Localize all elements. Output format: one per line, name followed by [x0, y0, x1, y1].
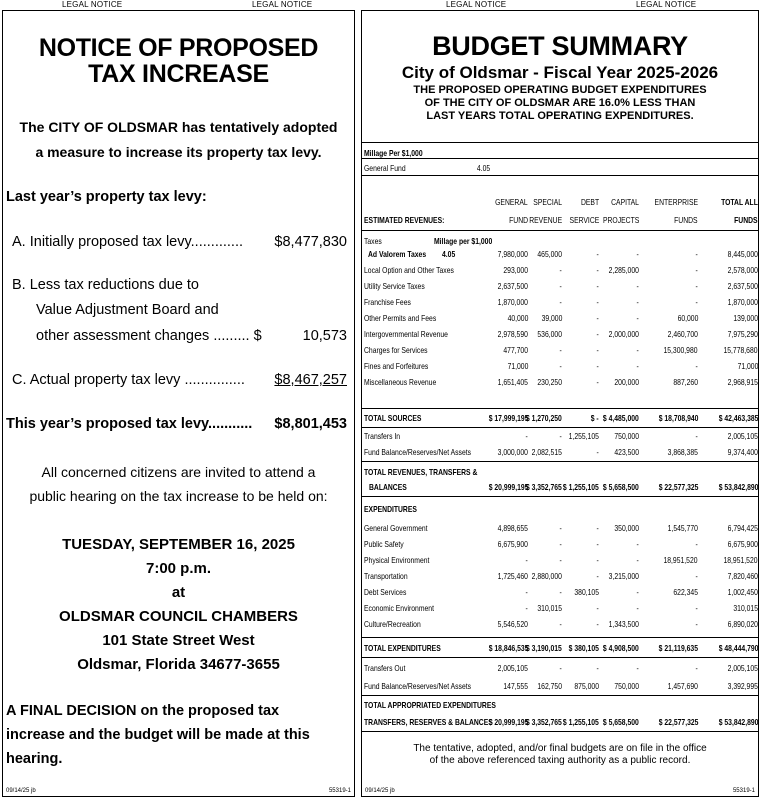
expenditure-row-label: Debt Services: [364, 587, 407, 597]
revenue-row-col-1: 1,651,405: [497, 377, 528, 387]
table-rule: [362, 695, 758, 696]
hearing-date: TUESDAY, SEPTEMBER 16, 2025: [62, 536, 295, 553]
revenue-row-label: Ad Valorem Taxes: [368, 249, 427, 259]
expenditure-row-col-2: -: [559, 523, 562, 533]
total-expenditures-col-4: $ 4,908,500: [603, 643, 639, 653]
budget-title: BUDGET SUMMARY: [432, 31, 688, 61]
expenditure-row-col-4: 3,215,000: [608, 571, 639, 581]
expenditure-row-col-5: 622,345: [673, 587, 698, 597]
fund-balance-out-col-3: 875,000: [574, 681, 599, 691]
total-expenditures-col-3: $ 380,105: [568, 643, 599, 653]
transfers-in-col-2: -: [559, 431, 562, 441]
budget-footer-note-line2: of the above referenced taxing authority as a public record.: [429, 755, 691, 766]
estimated-revenues-label: ESTIMATED REVENUES:: [364, 215, 445, 225]
expenditure-row-col-6: 6,794,425: [727, 523, 758, 533]
expenditure-row-col-6: 6,890,020: [727, 619, 758, 629]
table-rule: [362, 175, 758, 176]
expenditure-row-col-5: -: [695, 619, 698, 629]
legal-notice-label: LEGAL NOTICE: [252, 0, 313, 9]
revenue-row-label: Other Permits and Fees: [364, 313, 437, 323]
transfers-out-col-6: 2,005,105: [727, 663, 758, 673]
expenditure-row-col-1: 4,898,655: [497, 523, 528, 533]
revenue-row-col-4: -: [636, 361, 639, 371]
revenue-row-col-5: -: [695, 281, 698, 291]
expenditure-row-col-1: -: [525, 587, 528, 597]
revenue-row-col-2: 230,250: [537, 377, 562, 387]
column-header-bottom: REVENUE: [529, 215, 562, 225]
expenditure-row-col-2: -: [559, 619, 562, 629]
revenue-row-col-1: 2,637,500: [497, 281, 528, 291]
expenditure-row-col-6: 7,820,460: [727, 571, 758, 581]
expenditure-row-col-2: 310,015: [537, 603, 562, 613]
revenue-row-col-6: 2,578,000: [727, 265, 758, 275]
expenditure-row-col-1: 5,546,520: [497, 619, 528, 629]
total-appropriated-col-4: $ 5,658,500: [603, 717, 639, 727]
revenue-row-col-1: 293,000: [503, 265, 528, 275]
expenditure-row-col-3: -: [596, 539, 599, 549]
revenue-row-col-6: 2,637,500: [727, 281, 758, 291]
revenue-row-col-1: 477,700: [503, 345, 528, 355]
revenue-row-col-2: -: [559, 281, 562, 291]
revenue-row-col-3: -: [596, 281, 599, 291]
column-header-top: TOTAL ALL: [721, 197, 758, 207]
table-rule: [362, 637, 758, 638]
expenditure-row-col-4: -: [636, 539, 639, 549]
invite-line2: public hearing on the tax increase to be held on:: [29, 488, 328, 504]
expenditure-row-label: Physical Environment: [364, 555, 430, 565]
transfers-in-col-4: 750,000: [614, 431, 639, 441]
revenue-row-col-2: -: [559, 297, 562, 307]
hearing-at: at: [171, 584, 186, 601]
column-header-top: ENTERPRISE: [654, 197, 698, 207]
fund-balance-in-col-4: 423,500: [614, 447, 639, 457]
hearing-place: OLDSMAR COUNCIL CHAMBERS: [59, 608, 298, 625]
revenue-row-col-1: 71,000: [507, 361, 528, 371]
total-appropriated-col-5: $ 22,577,325: [658, 717, 698, 727]
total-revenues-col-6: $ 53,842,890: [718, 482, 758, 492]
expenditure-row-col-5: 1,545,770: [667, 523, 698, 533]
transfers-out-col-5: -: [695, 663, 698, 673]
total-expenditures-col-1: $ 18,846,535: [488, 643, 528, 653]
expenditure-row-col-2: -: [559, 555, 562, 565]
revenue-row-col-5: -: [695, 249, 698, 259]
revenue-row-col-3: -: [596, 345, 599, 355]
legal-notice-label: LEGAL NOTICE: [62, 0, 123, 9]
right-footer-date: 09/14/25 jb: [365, 788, 395, 794]
tax-increase-notice: [2, 10, 355, 797]
expenditure-row-col-3: -: [596, 555, 599, 565]
transfers-out-col-2: -: [559, 663, 562, 673]
total-appropriated-label-line1: TOTAL APPROPRIATED EXPENDITURES: [364, 700, 496, 710]
expenditure-row-col-1: -: [525, 555, 528, 565]
revenue-row-col-4: -: [636, 297, 639, 307]
budget-subtitle: City of Oldsmar - Fiscal Year 2025-2026: [401, 63, 719, 82]
column-header-top: GENERAL: [495, 197, 528, 207]
invite-line1: All concerned citizens are invited to attend a: [41, 464, 316, 480]
fund-balance-in-col-1: 3,000,000: [497, 447, 528, 457]
item-b-value: 10,573: [302, 328, 347, 344]
fund-balance-out-col-6: 3,392,995: [727, 681, 758, 691]
expenditure-row-col-2: 2,880,000: [531, 571, 562, 581]
revenue-row-col-4: -: [636, 345, 639, 355]
table-rule: [362, 496, 758, 497]
fund-balance-in-col-5: 3,868,385: [667, 447, 698, 457]
column-header-bottom: FUNDS: [674, 215, 698, 225]
revenue-row-col-3: -: [596, 265, 599, 275]
revenue-row-col-6: 7,975,290: [727, 329, 758, 339]
budget-footer-note-line1: The tentative, adopted, and/or final budgets are on file in the office: [413, 743, 707, 754]
transfers-out-col-4: -: [636, 663, 639, 673]
notice-title-line2: TAX INCREASE: [88, 60, 269, 88]
transfers-out-col-1: 2,005,105: [497, 663, 528, 673]
item-a-value: $8,477,830: [274, 234, 347, 250]
total-sources-label: TOTAL SOURCES: [364, 413, 422, 423]
expenditure-row-col-5: -: [695, 539, 698, 549]
hearing-time: 7:00 p.m.: [145, 560, 212, 577]
expenditure-row-col-4: -: [636, 587, 639, 597]
revenue-row-col-2: -: [559, 265, 562, 275]
column-header-bottom: SERVICE: [569, 215, 599, 225]
expenditure-row-col-6: 1,002,450: [727, 587, 758, 597]
revenue-row-col-1: 40,000: [507, 313, 528, 323]
revenue-row-col-1: 2,978,590: [497, 329, 528, 339]
item-a-label: A. Initially proposed tax levy.............: [12, 234, 244, 250]
table-rule: [362, 230, 758, 231]
expenditure-row-col-3: -: [596, 603, 599, 613]
left-footer-id: 55319-1: [328, 788, 351, 794]
revenue-row-label: Miscellaneous Revenue: [364, 377, 437, 387]
millage-per-label: Millage per $1,000: [434, 236, 493, 246]
total-sources-col-2: $ 1,270,250: [526, 413, 562, 423]
expenditure-row-label: Public Safety: [364, 539, 404, 549]
expenditure-row-col-3: -: [596, 571, 599, 581]
item-c-value: $8,467,257: [274, 372, 347, 388]
revenue-row-col-5: -: [695, 361, 698, 371]
total-revenues-label-line2: BALANCES: [369, 482, 407, 492]
total-appropriated-label-line2: TRANSFERS, RESERVES & BALANCES: [364, 717, 493, 727]
notice-title-line1: NOTICE OF PROPOSED: [38, 34, 319, 62]
divider: [362, 142, 758, 143]
expenditure-row-col-5: -: [695, 603, 698, 613]
fund-balance-in-col-2: 2,082,515: [531, 447, 562, 457]
table-rule: [362, 461, 758, 462]
total-revenues-col-4: $ 5,658,500: [603, 482, 639, 492]
expenditure-row-col-3: -: [596, 619, 599, 629]
expenditure-row-label: Economic Environment: [364, 603, 434, 613]
revenue-row-col-3: -: [596, 361, 599, 371]
revenue-row-col-2: 39,000: [541, 313, 562, 323]
transfers-in-label: Transfers In: [364, 431, 401, 441]
total-revenues-label-line1: TOTAL REVENUES, TRANSFERS &: [364, 467, 478, 477]
table-rule: [362, 408, 758, 409]
taxes-label: Taxes: [364, 236, 382, 246]
transfers-in-col-6: 2,005,105: [727, 431, 758, 441]
revenue-row-col-2: -: [559, 361, 562, 371]
total-expenditures-col-5: $ 21,119,635: [658, 643, 698, 653]
total-revenues-col-3: $ 1,255,105: [563, 482, 599, 492]
millage-general-fund-label: General Fund: [364, 163, 406, 173]
revenue-row-col-4: -: [636, 249, 639, 259]
fund-balance-in-label: Fund Balance/Reserves/Net Assets: [364, 447, 472, 457]
fund-balance-in-col-3: -: [596, 447, 599, 457]
legal-notice-label: LEGAL NOTICE: [636, 0, 697, 9]
final-decision-line3: hearing.: [6, 751, 63, 767]
transfers-in-col-1: -: [525, 431, 528, 441]
item-c-label: C. Actual property tax levy ...............: [12, 372, 245, 388]
hearing-street: 101 State Street West: [102, 632, 255, 649]
revenue-row-col-2: -: [559, 345, 562, 355]
total-expenditures-col-6: $ 48,444,790: [718, 643, 758, 653]
revenue-row-col-4: -: [636, 313, 639, 323]
revenue-row-col-3: -: [596, 377, 599, 387]
revenue-row-label: Intergovernmental Revenue: [364, 329, 448, 339]
expenditure-row-label: Culture/Recreation: [364, 619, 421, 629]
revenue-row-col-6: 2,968,915: [727, 377, 758, 387]
revenue-row-label: Local Option and Other Taxes: [364, 265, 454, 275]
fund-balance-in-col-6: 9,374,400: [727, 447, 758, 457]
fund-balance-out-label: Fund Balance/Reserves/Net Assets: [364, 681, 472, 691]
fund-balance-out-col-1: 147,555: [503, 681, 528, 691]
total-appropriated-col-6: $ 53,842,890: [718, 717, 758, 727]
expenditure-row-col-4: 350,000: [614, 523, 639, 533]
total-revenues-col-1: $ 20,999,195: [488, 482, 528, 492]
expenditure-row-label: Transportation: [364, 571, 408, 581]
revenue-row-col-5: -: [695, 297, 698, 307]
column-header-top: SPECIAL: [533, 197, 562, 207]
table-rule: [362, 427, 758, 428]
table-rule: [362, 731, 758, 732]
total-sources-col-6: $ 42,463,385: [718, 413, 758, 423]
expenditure-row-col-4: -: [636, 603, 639, 613]
budget-note-line1: THE PROPOSED OPERATING BUDGET EXPENDITURES: [413, 84, 707, 96]
total-sources-col-3: $ -: [591, 413, 599, 423]
revenue-row-col-6: 8,445,000: [727, 249, 758, 259]
revenue-row-col-4: 200,000: [614, 377, 639, 387]
column-header-top: CAPITAL: [611, 197, 639, 207]
revenue-row-millage: 4.05: [442, 249, 456, 259]
total-sources-col-5: $ 18,708,940: [658, 413, 698, 423]
final-decision-line2: increase and the budget will be made at this: [6, 727, 310, 743]
expenditure-row-col-4: 1,343,500: [608, 619, 639, 629]
revenue-row-col-3: -: [596, 297, 599, 307]
expenditure-row-col-6: 6,675,900: [727, 539, 758, 549]
expenditure-row-label: General Government: [364, 523, 428, 533]
column-header-bottom: PROJECTS: [602, 215, 639, 225]
revenue-row-col-5: 887,260: [673, 377, 698, 387]
adopted-text-line2: a measure to increase its property tax levy.: [35, 144, 322, 160]
total-expenditures-label: TOTAL EXPENDITURES: [364, 643, 441, 653]
transfers-out-label: Transfers Out: [364, 663, 406, 673]
revenue-row-col-6: 1,870,000: [727, 297, 758, 307]
table-rule: [362, 657, 758, 658]
revenue-row-col-6: 71,000: [737, 361, 758, 371]
total-revenues-col-5: $ 22,577,325: [658, 482, 698, 492]
left-footer-date: 09/14/25 jb: [6, 788, 36, 794]
column-header-top: DEBT: [580, 197, 599, 207]
total-sources-col-1: $ 17,999,195: [488, 413, 528, 423]
total-sources-col-4: $ 4,485,000: [603, 413, 639, 423]
this-year-value: $8,801,453: [274, 416, 347, 432]
transfers-in-col-3: 1,255,105: [568, 431, 599, 441]
revenue-row-col-4: 2,000,000: [608, 329, 639, 339]
revenue-row-col-2: 465,000: [537, 249, 562, 259]
revenue-row-label: Franchise Fees: [364, 297, 411, 307]
expenditure-row-col-5: 18,951,520: [663, 555, 698, 565]
expenditure-row-col-3: -: [596, 523, 599, 533]
revenue-row-col-4: -: [636, 281, 639, 291]
expenditure-row-col-5: -: [695, 571, 698, 581]
hearing-city: Oldsmar, Florida 34677-3655: [77, 656, 280, 673]
budget-summary: [361, 10, 759, 797]
revenue-row-col-5: 60,000: [677, 313, 698, 323]
revenue-row-col-3: -: [596, 249, 599, 259]
column-header-bottom: FUND: [509, 215, 528, 225]
item-b-line3-label: other assessment changes ......... $: [36, 328, 262, 344]
total-appropriated-col-1: $ 20,999,195: [488, 717, 528, 727]
revenue-row-col-1: 1,870,000: [497, 297, 528, 307]
revenue-row-label: Fines and Forfeitures: [364, 361, 429, 371]
table-rule: [362, 158, 758, 159]
expenditure-row-col-4: -: [636, 555, 639, 565]
revenue-row-col-6: 15,778,680: [723, 345, 758, 355]
item-b-line1: B. Less tax reductions due to: [12, 277, 199, 293]
millage-heading: Millage Per $1,000: [364, 148, 423, 158]
transfers-in-col-5: -: [695, 431, 698, 441]
revenue-row-col-3: -: [596, 329, 599, 339]
revenue-row-col-5: -: [695, 265, 698, 275]
expenditure-row-col-3: 380,105: [574, 587, 599, 597]
right-footer-id: 55319-1: [732, 788, 755, 794]
item-b-line2: Value Adjustment Board and: [36, 302, 219, 318]
expenditure-row-col-2: -: [559, 539, 562, 549]
revenue-row-col-3: -: [596, 313, 599, 323]
column-header-bottom: FUNDS: [734, 215, 758, 225]
fund-balance-out-col-4: 750,000: [614, 681, 639, 691]
this-year-label: This year’s proposed tax levy...........: [6, 416, 253, 432]
adopted-text-line1: The CITY OF OLDSMAR has tentatively adopted: [19, 119, 338, 135]
revenue-row-col-5: 15,300,980: [663, 345, 698, 355]
millage-general-fund-value: 4.05: [476, 163, 490, 173]
fund-balance-out-col-5: 1,457,690: [667, 681, 698, 691]
total-expenditures-col-2: $ 3,190,015: [526, 643, 562, 653]
expenditure-row-col-1: 1,725,460: [497, 571, 528, 581]
expenditure-row-col-6: 310,015: [733, 603, 758, 613]
revenue-row-label: Charges for Services: [364, 345, 428, 355]
final-decision-line1: A FINAL DECISION on the proposed tax: [6, 703, 280, 719]
legal-notice-label: LEGAL NOTICE: [446, 0, 507, 9]
revenue-row-col-1: 7,980,000: [497, 249, 528, 259]
revenue-row-label: Utility Service Taxes: [364, 281, 425, 291]
total-appropriated-col-3: $ 1,255,105: [563, 717, 599, 727]
revenue-row-col-4: 2,285,000: [608, 265, 639, 275]
last-year-heading: Last year’s property tax levy:: [6, 189, 207, 205]
budget-note-line2: OF THE CITY OF OLDSMAR ARE 16.0% LESS THAN: [424, 97, 696, 109]
fund-balance-out-col-2: 162,750: [537, 681, 562, 691]
revenue-row-col-5: 2,460,700: [667, 329, 698, 339]
revenue-row-col-6: 139,000: [733, 313, 758, 323]
transfers-out-col-3: -: [596, 663, 599, 673]
expenditures-label: EXPENDITURES: [364, 504, 417, 514]
total-appropriated-col-2: $ 3,352,765: [526, 717, 562, 727]
revenue-row-col-2: 536,000: [537, 329, 562, 339]
expenditure-row-col-6: 18,951,520: [723, 555, 758, 565]
expenditure-row-col-1: 6,675,900: [497, 539, 528, 549]
budget-note-line3: LAST YEARS TOTAL OPERATING EXPENDITURES.: [426, 110, 694, 122]
expenditure-row-col-2: -: [559, 587, 562, 597]
total-revenues-col-2: $ 3,352,765: [526, 482, 562, 492]
expenditure-row-col-1: -: [525, 603, 528, 613]
